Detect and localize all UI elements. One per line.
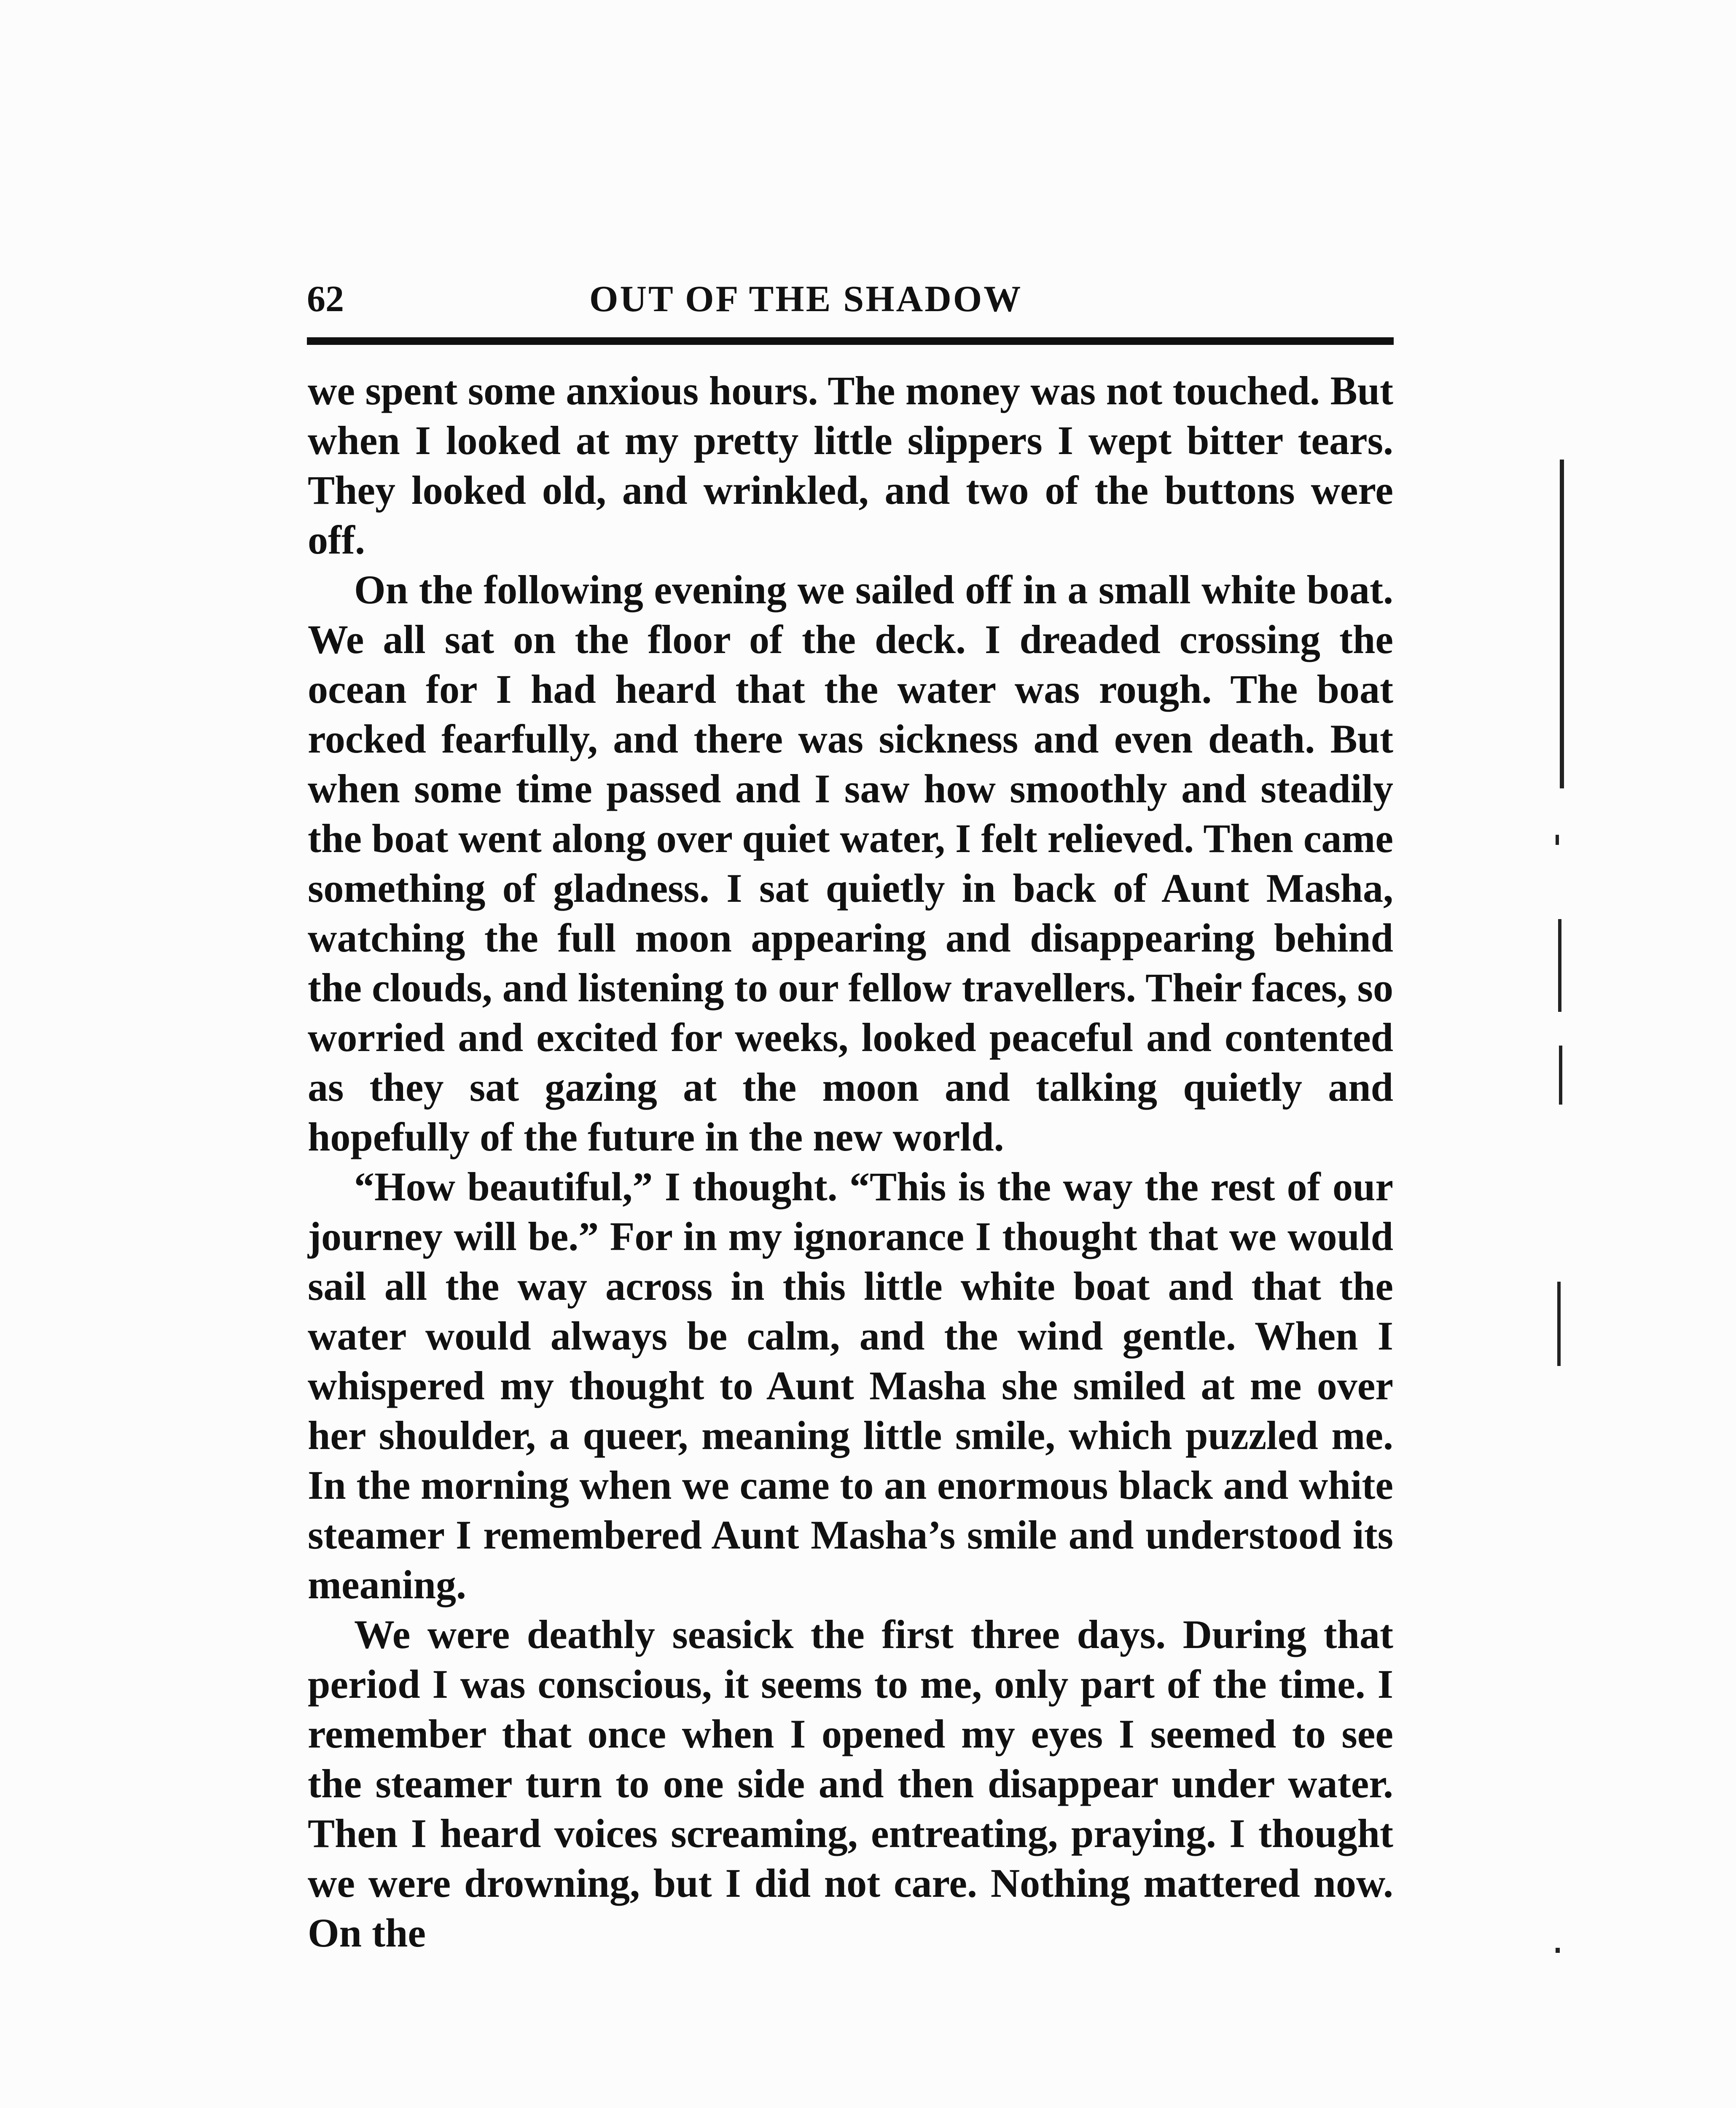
body-text xyxy=(308,366,1393,1958)
header-rule xyxy=(307,337,1394,345)
paragraph: On the following evening we sailed off in a small white boat. We all sat on the floor of the deck. I dreaded crossing the ocean for I had heard that the water was rough. The boat rocked fearfully, and there was sickness and even death. But when some time passed and I saw how smoothly and steadily the boat went along over quiet water, I felt relieved. Then came something of gladness. I sat quietly in back of Aunt Masha, watching the full moon appearing and disappearing behind the clouds, and listening to our fellow travellers. Their faces, so worried and excited for weeks, looked peaceful and contented as they sat gazing at the moon and talking quietly and hopefully of the future in the new world. xyxy=(308,567,1393,1159)
margin-mark xyxy=(1558,919,1561,1012)
margin-mark xyxy=(1559,1046,1562,1105)
margin-mark xyxy=(1557,1282,1561,1366)
paragraph: we spent some anxious hours. The money was not touched. But when I looked at my pretty little slippers I wept bitter tears. They looked old, and wrinkled, and two of the buttons were off. xyxy=(308,368,1393,562)
paragraph: We were deathly seasick the first three days. During that period I was conscious, it seems to me, only part of the time. I remember that once when I opened my eyes I seemed to see the steamer turn to one side and then disappear under water. Then I heard voices screaming, entreating, praying. I thought we were drowning, but I did not care. Nothing mattered now. On the xyxy=(308,1612,1393,1955)
margin-mark xyxy=(1556,835,1559,845)
page-header xyxy=(307,274,1394,325)
margin-mark xyxy=(1560,460,1564,788)
running-title: OUT OF THE SHADOW xyxy=(589,279,1023,320)
page-number: 62 xyxy=(307,279,344,320)
margin-mark xyxy=(1556,1948,1560,1953)
paragraph: “How beautiful,” I thought. “This is the way the rest of our journey will be.” For in my ignorance I thought that we would sail all the way across in this little white boat and that the water would always be calm, and the wind gentle. When I whispered my thought to Aunt Masha she smiled at me over her shoulder, a queer, meaning little smile, which puzzled me. In the morning when we came to an enormous black and white steamer I remembered Aunt Masha’s smile and understood its meaning. xyxy=(308,1164,1393,1607)
